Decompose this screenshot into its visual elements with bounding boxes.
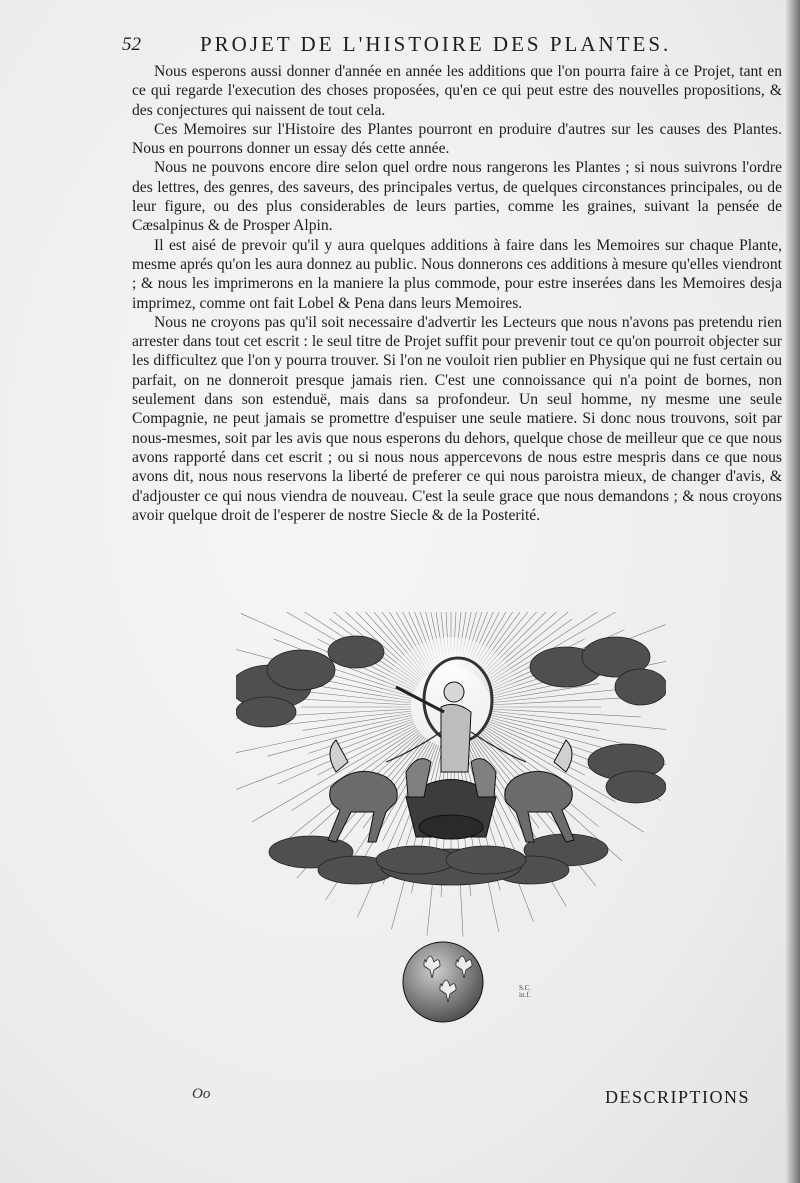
running-head: PROJET DE L'HISTOIRE DES PLANTES. bbox=[200, 32, 672, 56]
page-header bbox=[122, 30, 732, 60]
engraver-mark-text: S.C. in.f. bbox=[519, 984, 532, 999]
paragraph: Ces Memoires sur l'Histoire des Plantes pourront en produire d'autres sur les causes des Plantes. Nous en pourrons donner un essay dés cette année. bbox=[132, 120, 782, 158]
apollo-chariot-engraving bbox=[236, 612, 666, 1032]
paragraph: Nous esperons aussi donner d'année en année les additions que l'on pourra faire à ce Projet, tant en ce qui regarde l'execution des choses proposées, qu'en ce qui peut estre des nouvelles propositions, & des conjectures qui naissent de tout cela. bbox=[132, 63, 782, 119]
paragraph: Il est aisé de prevoir qu'il y aura quelques additions à faire dans les Memoires sur chaque Plante, mesme aprés qu'on les aura donnez au public. Nous donnerons ces additions à mesure qu'elles viendront ; & nous les imprimerons en la maniere la plus commode, pour estre inserées dans les Memoires desja imprimez, comme ont fait Lobel & Pena dans leurs Memoires. bbox=[132, 236, 782, 312]
signature-mark: Oo bbox=[192, 1086, 211, 1102]
catchword: DESCRIPTIONS bbox=[605, 1087, 751, 1107]
paragraph: Nous ne pouvons encore dire selon quel ordre nous rangerons les Plantes ; si nous suivrons l'ordre des lettres, des genres, des saveurs, des principales vertus, de quelques circonstances principales, ou de leur figure, ou des plus considerables de leurs parties, comme les graines, suivant la pensée de Cæsalpinus & de Prosper Alpin. bbox=[132, 159, 782, 235]
paragraph: Nous ne croyons pas qu'il soit necessaire d'advertir les Lecteurs que nous n'avons pas pretendu rien arrester dans tout cet escrit : le seul titre de Projet suffit pour prevenir tout ce qu'on pourroit objecter sur les difficultez que l'on y pourra trouver. Si l'on ne vouloit rien publier en Physique qui ne fust certain ou parfait, on ne donneroit presque jamais rien. C'est une connoissance qui n'a point de bornes, non seulement dans son estenduë, mais dans sa profondeur. Un seul homme, ny mesme une seule Compagnie, ne peut jamais se promettre d'espuiser une seule matiere. Si donc nous trouvons, soit par nous-mesmes, soit par les avis que nous esperons du dehors, quelque chose de meilleur que ce que nous avons rapporté dans cet escrit ; ou si nous nous appercevons de nous estre mespris dans ce que nous avons dit, nous nous reservons la liberté de preferer ce qui nous paroistra mieux, de changer d'avis, & d'adjouster ce qui nous viendra de nouveau. C'est la seule grace que nous demandons ; & nous croyons avoir quelque droit de l'esperer de nostre Siecle & de la Posterité. bbox=[132, 313, 782, 524]
body-text bbox=[132, 62, 782, 525]
page-number: 52 bbox=[122, 34, 141, 55]
page-gutter-shadow bbox=[786, 0, 800, 1183]
royal-globe bbox=[403, 942, 483, 1022]
engraver-signature bbox=[519, 985, 531, 999]
